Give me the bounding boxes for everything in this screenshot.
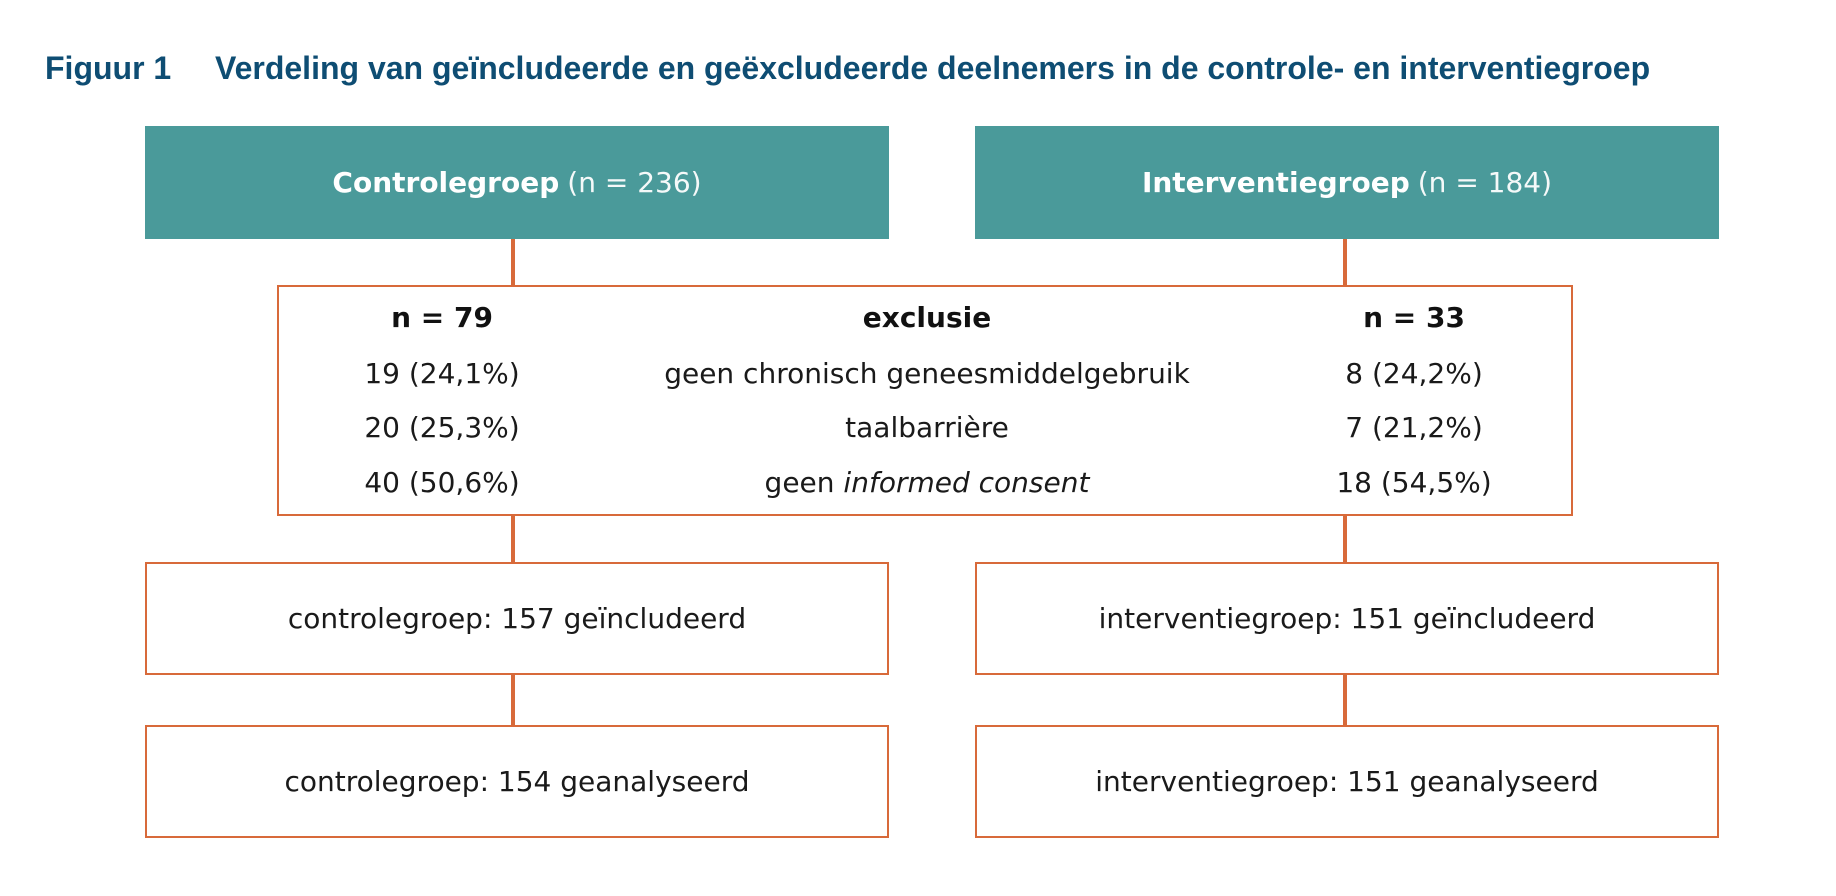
exclusion-control-total: n = 79	[391, 301, 493, 334]
connector-intervention-top	[1343, 239, 1347, 285]
exclusion-control-value: 20 (25,3%)	[364, 411, 520, 444]
figure-caption: Verdeling van geïncludeerde en geëxcludeerde deelnemers in de controle- en interventiegroep	[215, 50, 1651, 86]
control-group-box	[145, 126, 889, 239]
exclusion-reason-italic: informed consent	[843, 466, 1090, 499]
intervention-analysed-box	[975, 725, 1719, 838]
exclusion-intervention-value: 8 (24,2%)	[1345, 357, 1483, 390]
exclusion-reason: taalbarrière	[845, 411, 1009, 444]
intervention-included-label: interventiegroep: 151 geïncludeerd	[1098, 602, 1596, 635]
intervention-included-box	[975, 562, 1719, 675]
connector-control-top	[511, 239, 515, 285]
connector-intervention-bottom	[1343, 675, 1347, 725]
intervention-group-count: (n = 184)	[1417, 166, 1553, 199]
intervention-analysed-label: interventiegroep: 151 geanalyseerd	[1095, 765, 1599, 798]
figure-label: Figuur 1	[45, 50, 172, 86]
figure-title	[45, 50, 1650, 87]
connector-control-mid	[511, 516, 515, 562]
exclusion-reason	[765, 466, 1090, 499]
control-group-name: Controlegroep	[332, 166, 560, 199]
exclusion-intervention-value: 7 (21,2%)	[1345, 411, 1483, 444]
exclusion-intervention-value: 18 (54,5%)	[1336, 466, 1492, 499]
intervention-group-box	[975, 126, 1719, 239]
exclusion-control-value: 40 (50,6%)	[364, 466, 520, 499]
connector-intervention-mid	[1343, 516, 1347, 562]
control-included-label: controlegroep: 157 geïncludeerd	[287, 602, 747, 635]
exclusion-row	[279, 357, 1571, 397]
connector-control-bottom	[511, 675, 515, 725]
exclusion-row	[279, 466, 1571, 506]
intervention-group-name: Interventiegroep	[1141, 166, 1410, 199]
exclusion-row	[279, 411, 1571, 451]
control-analysed-label: controlegroep: 154 geanalyseerd	[284, 765, 750, 798]
exclusion-box	[277, 285, 1573, 516]
control-included-box	[145, 562, 889, 675]
exclusion-heading: exclusie	[862, 301, 992, 334]
exclusion-control-value: 19 (24,1%)	[364, 357, 520, 390]
exclusion-header-row	[279, 301, 1571, 341]
exclusion-reason: geen chronisch geneesmiddelgebruik	[664, 357, 1190, 390]
exclusion-reason-prefix: geen	[764, 466, 844, 499]
exclusion-intervention-total: n = 33	[1363, 301, 1465, 334]
control-group-count: (n = 236)	[567, 166, 702, 199]
control-analysed-box	[145, 725, 889, 838]
